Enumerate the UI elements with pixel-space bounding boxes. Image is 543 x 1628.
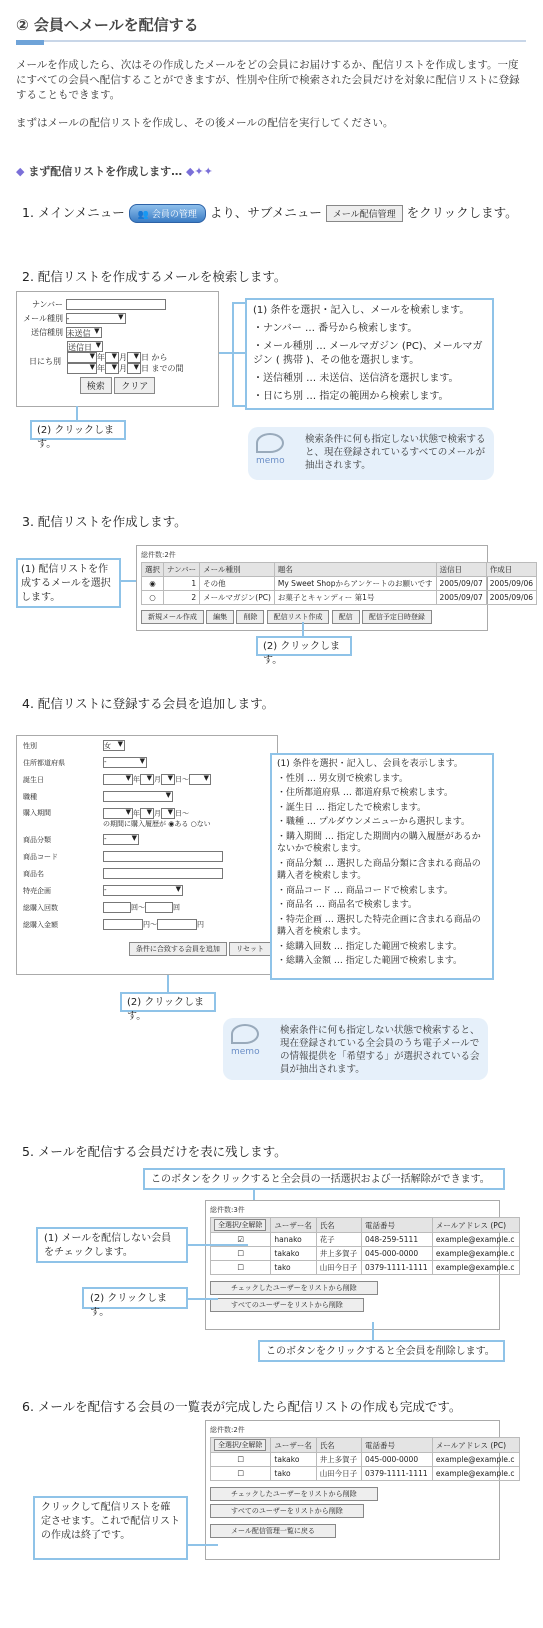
- title-accent-bar: [16, 40, 44, 45]
- back-to-list-button[interactable]: メール配信管理一覧に戻る: [210, 1524, 336, 1538]
- memo-text: 検索条件に何も指定しない状態で検索すると、現在登録されている全会員のうち電子メールでの情報提供を「希望する」が選択されている会員が抽出されます。: [280, 1025, 480, 1075]
- step1-mid: より、サブメニュー: [209, 205, 322, 220]
- cell: example@example.c: [432, 1247, 519, 1261]
- to-month-select[interactable]: [105, 363, 119, 374]
- step1-suffix: をクリックします。: [406, 205, 518, 220]
- add-members-button[interactable]: 条件に合致する会員を追加: [129, 942, 227, 956]
- radio-yes-label: ある: [174, 820, 189, 828]
- table-row: [211, 1467, 520, 1481]
- connector: [232, 302, 234, 406]
- from-month-select[interactable]: [105, 352, 119, 363]
- callout-line: (1) 条件を選択・記入し、会員を表示します。: [277, 759, 463, 769]
- year-unit: 年: [97, 353, 105, 362]
- callout-line: ・誕生日 … 指定したで検索します。: [277, 802, 427, 813]
- cell: お菓子とキャンディー 第1号: [274, 591, 436, 605]
- delete-button[interactable]: 削除: [236, 610, 264, 624]
- prefecture-label: 住所都道府県: [23, 758, 65, 767]
- date-label: 日にち別: [29, 357, 61, 366]
- cell: 2: [164, 591, 200, 605]
- send-type-label: 送信種別: [31, 328, 63, 337]
- campaign-select[interactable]: [103, 885, 183, 896]
- delete-checked-button[interactable]: チェックしたユーザーをリストから削除: [210, 1281, 378, 1295]
- connector: [232, 405, 246, 407]
- connector: [188, 1544, 218, 1546]
- click-note: (2) クリックします。: [120, 992, 216, 1012]
- cell: 0379-1111-1111: [361, 1261, 432, 1275]
- dash: -: [104, 886, 107, 894]
- unit: 円: [197, 920, 204, 929]
- birth-year-select[interactable]: [103, 774, 133, 785]
- gender-value: 女: [104, 742, 111, 750]
- row-checkbox[interactable]: ☑: [211, 1233, 271, 1247]
- unit: 回: [131, 903, 138, 912]
- memo-label: memo: [256, 456, 285, 466]
- amount-to-input[interactable]: [157, 919, 197, 930]
- birth-month-select[interactable]: [140, 774, 154, 785]
- select-all-note: このボタンをクリックすると全会員の一括選択および一括解除ができます。: [143, 1168, 505, 1190]
- table-row[interactable]: [142, 577, 537, 591]
- gender-label: 性別: [23, 741, 37, 750]
- delete-all-button[interactable]: すべてのユーザーをリストから削除: [210, 1504, 364, 1518]
- cell: 048-259-5111: [361, 1233, 432, 1247]
- connector: [167, 975, 169, 993]
- cell: example@example.c: [432, 1233, 519, 1247]
- tilde: ～: [150, 920, 157, 929]
- from-year-select[interactable]: [67, 352, 97, 363]
- total-count: 総件数:3件: [210, 1206, 245, 1214]
- range-text: 日～: [175, 809, 189, 818]
- month-unit: 月: [154, 775, 161, 784]
- radio-selected[interactable]: ◉: [149, 579, 156, 588]
- connector: [232, 302, 246, 304]
- col-header: 氏名: [316, 1218, 361, 1233]
- cell: hanako: [271, 1233, 316, 1247]
- product-code-label: 商品コード: [23, 852, 58, 861]
- cell: メールマガジン(PC): [200, 591, 275, 605]
- cell: example@example.c: [432, 1467, 519, 1481]
- year-unit: 年: [133, 775, 140, 784]
- connector: [372, 1322, 374, 1340]
- month-unit: 月: [119, 364, 127, 373]
- cell: 山田今日子: [316, 1467, 361, 1481]
- mail-manage-button[interactable]: メール配信管理: [326, 205, 403, 222]
- title-underline: [16, 40, 526, 42]
- purchase-note: の期間に購入履歴が: [103, 820, 166, 828]
- tilde: ～: [138, 903, 145, 912]
- member-list-panel: [205, 1200, 515, 1330]
- connector: [76, 406, 78, 420]
- number-label: ナンバー: [31, 300, 63, 309]
- callout-line: ・性別 … 男女別で検索します。: [277, 773, 409, 784]
- clear-button[interactable]: クリア: [114, 377, 155, 394]
- from-day-select[interactable]: [127, 352, 141, 363]
- step5-title: 5. メールを配信する会員だけを表に残します。: [22, 1144, 287, 1159]
- callout-line: ・商品分類 … 選択した商品分類に含まれる商品の購入者を検索します。: [277, 858, 481, 881]
- cell: example@example.c: [432, 1261, 519, 1275]
- month-unit: 月: [119, 353, 127, 362]
- unit: 円: [143, 920, 150, 929]
- col-header: メールアドレス (PC): [432, 1218, 519, 1233]
- connector: [188, 1298, 218, 1300]
- campaign-label: 特売企画: [23, 886, 51, 895]
- job-label: 職種: [23, 792, 37, 801]
- step3-title: 3. 配信リストを作成します。: [22, 514, 187, 529]
- table-row: [211, 1261, 520, 1275]
- memo-box: [223, 1018, 488, 1080]
- confirm-note: クリックして配信リストを確定させます。これで配信リストの作成は終了です。: [33, 1496, 188, 1560]
- member-search-callout: [270, 753, 494, 980]
- callout-line: ・特売企画 … 選択した特売企画に含まれる商品の購入者を検索します。: [277, 914, 481, 937]
- col-header: メールアドレス (PC): [432, 1438, 519, 1453]
- callout-line: ・職種 … プルダウンメニューから選択します。: [277, 817, 471, 827]
- search-callout: [245, 298, 494, 410]
- diamonds-icon: ◆✦✦: [185, 165, 213, 178]
- cell: 2005/09/07: [436, 577, 486, 591]
- col-header: 電話番号: [361, 1438, 432, 1453]
- cell: tako: [271, 1467, 316, 1481]
- schedule-button[interactable]: 配信予定日時登録: [362, 610, 432, 624]
- category-select[interactable]: [103, 834, 139, 845]
- number-input[interactable]: [66, 299, 166, 310]
- send-button[interactable]: 配信: [332, 610, 360, 624]
- memo-text: 検索条件に何も指定しない状態で検索すると、現在登録されているすべてのメールが抽出されます。: [305, 434, 486, 471]
- purchase-period-label: 購入期間: [23, 809, 51, 817]
- count-to-input[interactable]: [145, 902, 173, 913]
- edit-button[interactable]: 編集: [206, 610, 234, 624]
- row-checkbox[interactable]: ☐: [211, 1467, 271, 1481]
- category-label: 商品分類: [23, 835, 51, 844]
- select-all-button[interactable]: 全選択/全解除: [214, 1439, 266, 1451]
- total-amount-label: 総購入金額: [23, 920, 58, 929]
- date-type-value: 送信日: [68, 343, 92, 352]
- cell: 2005/09/06: [486, 591, 536, 605]
- month-unit: 月: [154, 809, 161, 818]
- mail-type-select[interactable]: [66, 313, 126, 324]
- cell: 2005/09/07: [436, 591, 486, 605]
- cell: 1: [164, 577, 200, 591]
- cell: My Sweet Shopからアンケートのお願いです: [274, 577, 436, 591]
- table-header-row: [142, 563, 537, 577]
- table-row: [211, 1233, 520, 1247]
- unit: 回: [173, 903, 180, 912]
- callout-line: ・住所都道府県 … 都道府県で検索します。: [277, 788, 454, 798]
- memo-box: [248, 427, 494, 480]
- radio-no-label: ない: [196, 820, 211, 828]
- delete-all-note: このボタンをクリックすると全会員を削除します。: [258, 1340, 505, 1362]
- select-mail-note: (1) 配信リストを作成するメールを選択します。: [16, 558, 121, 608]
- memo-icon: [231, 1024, 259, 1044]
- memo-icon: [256, 433, 284, 453]
- cell: 花子: [316, 1233, 361, 1247]
- callout-line: ・総購入金額 … 指定した範囲で検索します。: [277, 956, 463, 966]
- cell: 2005/09/06: [486, 577, 536, 591]
- table-row: [211, 1453, 520, 1467]
- delete-all-button[interactable]: すべてのユーザーをリストから削除: [210, 1298, 364, 1312]
- mail-search-form: [16, 291, 219, 407]
- radio-no[interactable]: ○: [190, 820, 197, 828]
- radio-yes[interactable]: ◉: [168, 820, 175, 828]
- callout-line: ・日にち別 … 指定の範囲から検索します。: [253, 391, 449, 402]
- period-year-select[interactable]: [103, 808, 133, 819]
- gender-select[interactable]: [103, 740, 125, 751]
- cell: 045-000-0000: [361, 1453, 432, 1467]
- cell: その他: [200, 577, 275, 591]
- job-select[interactable]: [103, 791, 173, 802]
- callout-line: ・送信種別 … 未送信、送信済を選択します。: [253, 373, 459, 384]
- callout-line: ・ナンバー … 番号から検索します。: [253, 323, 418, 334]
- diamond-icon: ◆: [16, 165, 25, 178]
- mail-type-label: メール種別: [23, 314, 63, 323]
- row-checkbox[interactable]: ☐: [211, 1453, 271, 1467]
- member-table: [210, 1217, 520, 1275]
- total-count: 総件数:2件: [210, 1426, 245, 1434]
- row-checkbox[interactable]: ☐: [211, 1261, 271, 1275]
- new-mail-button[interactable]: 新規メール作成: [141, 610, 204, 624]
- step1-prefix: 1. メインメニュー: [22, 205, 125, 220]
- member-manage-label: 会員の管理: [151, 210, 197, 220]
- intro-paragraph-2: まずはメールの配信リストを作成し、その後メールの配信を実行してください。: [16, 117, 394, 129]
- cell: tako: [271, 1261, 316, 1275]
- subheading: [16, 163, 213, 179]
- memo-label: memo: [231, 1047, 260, 1057]
- birthday-label: 誕生日: [23, 775, 44, 784]
- create-list-button[interactable]: 配信リスト作成: [267, 610, 330, 624]
- amount-from-input[interactable]: [103, 919, 143, 930]
- send-type-value: 未送信: [66, 329, 91, 338]
- member-search-form: [16, 735, 278, 975]
- cell: 井上多賀子: [316, 1247, 361, 1261]
- mail-list-panel: [136, 545, 534, 631]
- total-count-label: 総購入回数: [23, 903, 58, 912]
- year-unit: 年: [133, 809, 140, 818]
- day-to-text: 日 までの間: [141, 364, 184, 373]
- final-member-panel: [205, 1420, 515, 1560]
- col-header: 電話番号: [361, 1218, 432, 1233]
- intro-paragraph: メールを作成したら、次はその作成したメールをどの会員にお届けするか、配信リストを作成します。一度にすべての会員へ配信することができますが、性別や住所で検索された会員だけを対象に配信リストに登録することもできます。: [16, 59, 520, 101]
- total-count: 総件数:2件: [141, 551, 176, 559]
- col-header: ナンバー: [164, 563, 200, 577]
- table-row: [211, 1247, 520, 1261]
- count-from-input[interactable]: [103, 902, 131, 913]
- member-manage-button[interactable]: [129, 204, 206, 223]
- step6-title: 6. メールを配信する会員の一覧表が完成したら配信リストの作成も完成です。: [22, 1399, 462, 1414]
- product-name-input[interactable]: [103, 868, 223, 879]
- search-button[interactable]: 検索: [80, 377, 112, 394]
- cell: example@example.c: [432, 1453, 519, 1467]
- connector: [188, 1244, 248, 1246]
- step4-title: 4. 配信リストに登録する会員を追加します。: [22, 696, 275, 711]
- dash: -: [104, 835, 107, 843]
- click-note: (2) クリックします。: [82, 1287, 188, 1309]
- col-header: メール種別: [200, 563, 275, 577]
- to-year-select[interactable]: [67, 363, 97, 374]
- page-title: ② 会員へメールを配信する: [16, 16, 199, 34]
- callout-line: (1) 条件を選択・記入し、メールを検索します。: [253, 305, 470, 316]
- year-unit: 年: [97, 364, 105, 373]
- cell: takako: [271, 1453, 316, 1467]
- table-header-row: [211, 1218, 520, 1233]
- callout-line: ・総購入回数 … 指定した範囲で検索します。: [277, 941, 463, 952]
- cell: 井上多賀子: [316, 1453, 361, 1467]
- col-header: ユーザー名: [271, 1218, 316, 1233]
- date-type-select[interactable]: [67, 341, 103, 352]
- radio[interactable]: ○: [149, 593, 156, 602]
- range-text: 日～: [175, 775, 189, 784]
- prefecture-select[interactable]: [103, 757, 147, 768]
- row-checkbox[interactable]: ☐: [211, 1247, 271, 1261]
- period-day-select[interactable]: [161, 808, 175, 819]
- callout-line: ・購入期間 … 指定した期間内の購入履歴があるかないかで検索します。: [277, 831, 481, 854]
- product-name-label: 商品名: [23, 869, 44, 878]
- period-month-select[interactable]: [140, 808, 154, 819]
- step1: [22, 203, 518, 223]
- product-code-input[interactable]: [103, 851, 223, 862]
- member-table: [210, 1437, 520, 1481]
- dash: -: [104, 758, 107, 766]
- callout-line: ・商品コード … 商品コードで検索します。: [277, 885, 454, 896]
- col-header: 選択: [142, 563, 164, 577]
- callout-line: ・メール種別 … メールマガジン (PC)、メールマガジン ( 携帯 )、その他を選択します。: [253, 341, 483, 366]
- mail-table: [141, 562, 537, 605]
- send-type-select[interactable]: [66, 327, 102, 338]
- uncheck-note: (1) メールを配信しない会員をチェックします。: [36, 1227, 188, 1263]
- to-day-select[interactable]: [127, 363, 141, 374]
- reset-button[interactable]: リセット: [229, 942, 271, 956]
- col-header: ユーザー名: [271, 1438, 316, 1453]
- table-row[interactable]: [142, 591, 537, 605]
- birth-day-select[interactable]: [161, 774, 175, 785]
- select-all-button[interactable]: 全選択/全解除: [214, 1219, 266, 1231]
- cell: 045-000-0000: [361, 1247, 432, 1261]
- delete-checked-button[interactable]: チェックしたユーザーをリストから削除: [210, 1487, 378, 1501]
- cell: 0379-1111-1111: [361, 1467, 432, 1481]
- birth-to-year-select[interactable]: [189, 774, 211, 785]
- click-note: (2) クリックします。: [30, 420, 126, 440]
- mail-type-value: -: [66, 314, 70, 323]
- cell: 山田今日子: [316, 1261, 361, 1275]
- day-from-text: 日 から: [141, 353, 168, 362]
- connector: [302, 622, 304, 636]
- table-header-row: [211, 1438, 520, 1453]
- col-header: 送信日: [436, 563, 486, 577]
- step2-title: 2. 配信リストを作成するメールを検索します。: [22, 269, 287, 284]
- click-note: (2) クリックします。: [256, 636, 352, 656]
- col-header: 作成日: [486, 563, 536, 577]
- col-header: 氏名: [316, 1438, 361, 1453]
- subheading-text: まず配信リストを作成します…: [28, 165, 183, 178]
- callout-line: ・商品名 … 商品名で検索します。: [277, 900, 418, 910]
- cell: takako: [271, 1247, 316, 1261]
- users-icon: 👥: [137, 210, 152, 220]
- col-header: 題名: [274, 563, 436, 577]
